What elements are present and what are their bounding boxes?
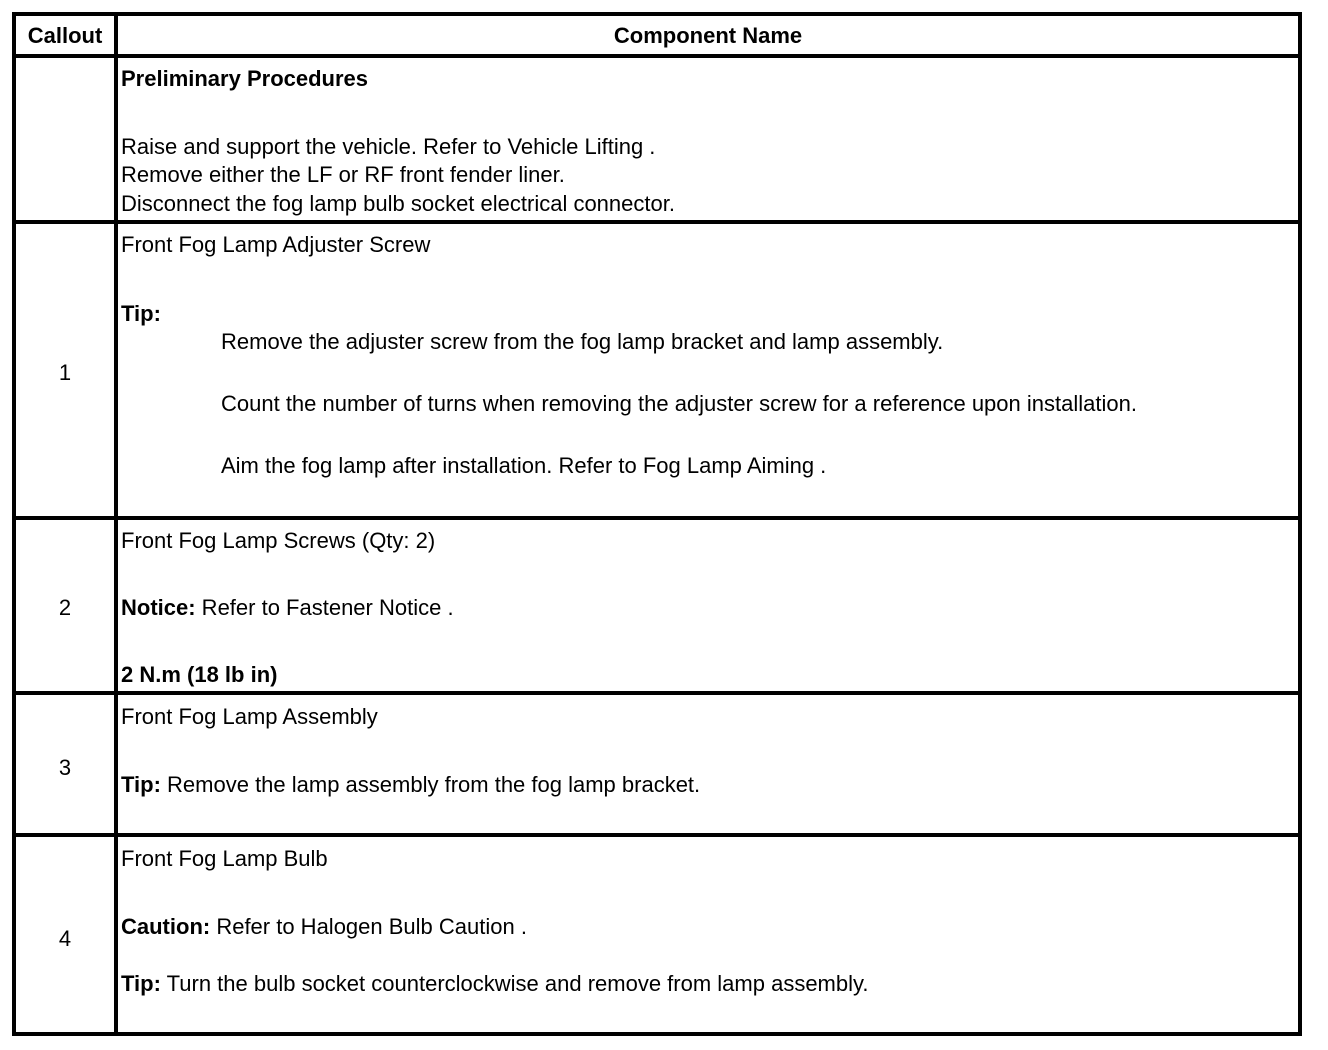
tip-text: Remove the lamp assembly from the fog lamp bracket.	[160, 772, 701, 797]
callout-number: 4	[58, 926, 72, 951]
column-divider	[114, 16, 118, 1032]
component-name: Front Fog Lamp Screws (Qty: 2)	[121, 528, 436, 553]
notice-line	[121, 595, 454, 621]
row-divider	[16, 691, 1298, 695]
notice-label: Notice:	[121, 595, 196, 620]
row-divider	[16, 833, 1298, 837]
tip-label: Tip:	[121, 301, 161, 326]
tip-text: Remove the adjuster screw from the fog lamp bracket and lamp assembly.	[221, 329, 944, 354]
preliminary-line: Disconnect the fog lamp bulb socket electrical connector.	[121, 191, 675, 216]
component-name: Front Fog Lamp Adjuster Screw	[121, 232, 431, 257]
torque-spec: 2 N.m (18 lb in)	[121, 662, 278, 687]
caution-text: Refer to Halogen Bulb Caution .	[210, 914, 527, 939]
row-divider	[16, 54, 1298, 58]
component-name: Front Fog Lamp Assembly	[121, 704, 378, 729]
procedure-table	[12, 12, 1302, 1036]
preliminary-line: Raise and support the vehicle. Refer to Vehicle Lifting .	[121, 134, 656, 159]
row-divider	[16, 220, 1298, 224]
notice-text: Refer to Fastener Notice .	[195, 595, 454, 620]
header-component-name: Component Name	[613, 23, 803, 48]
caution-label: Caution:	[121, 914, 211, 939]
tip-text: Turn the bulb socket counterclockwise and remove from lamp assembly.	[160, 971, 869, 996]
row-divider	[16, 516, 1298, 520]
component-name: Front Fog Lamp Bulb	[121, 846, 328, 871]
header-callout: Callout	[27, 23, 103, 48]
callout-number: 2	[58, 595, 72, 620]
tip-label: Tip:	[121, 971, 161, 996]
preliminary-line: Remove either the LF or RF front fender liner.	[121, 162, 565, 187]
caution-line	[121, 914, 527, 940]
tip-line	[121, 772, 700, 798]
tip-text: Count the number of turns when removing the adjuster screw for a reference upon installation.	[221, 391, 1137, 416]
tip-text: Aim the fog lamp after installation. Refer to Fog Lamp Aiming .	[221, 453, 827, 478]
callout-number: 3	[58, 755, 72, 780]
callout-number: 1	[58, 360, 72, 385]
preliminary-title: Preliminary Procedures	[121, 66, 369, 91]
tip-label: Tip:	[121, 772, 161, 797]
tip-line	[121, 971, 869, 997]
